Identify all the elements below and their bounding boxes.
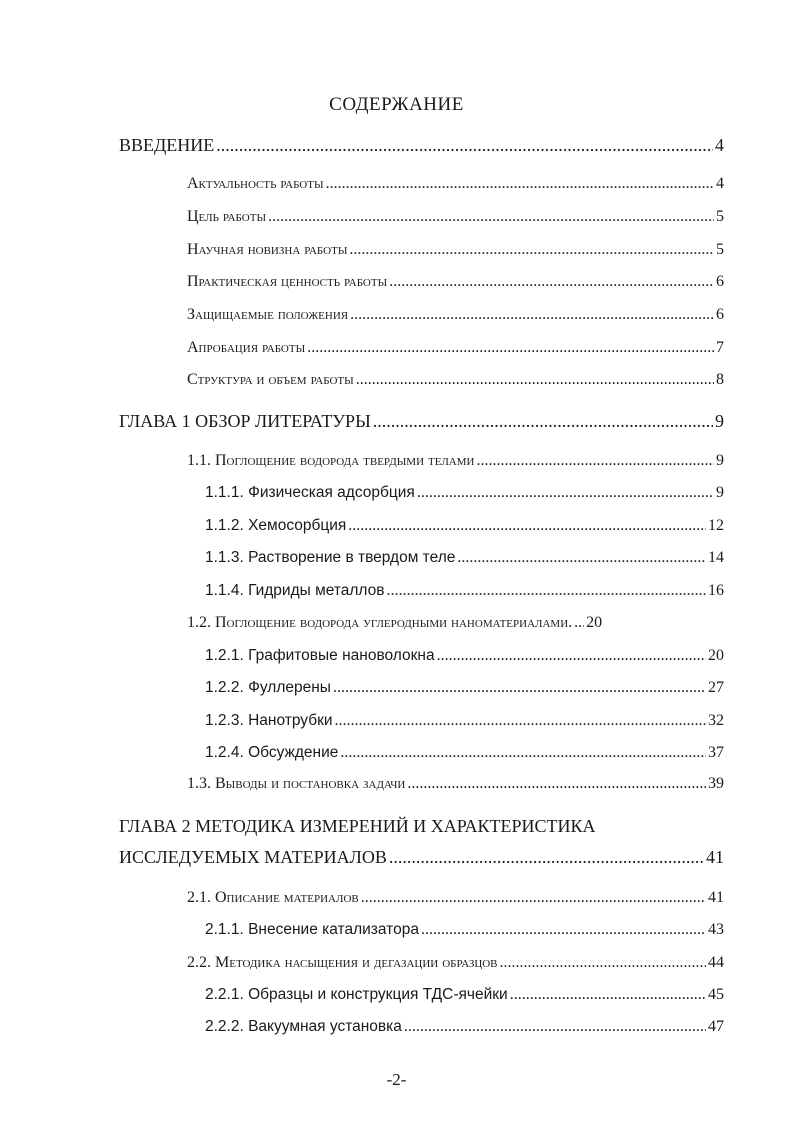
toc-entry — [205, 712, 724, 738]
toc-entry-label: Цель работы — [187, 208, 267, 225]
toc-entry-page: 44 — [708, 954, 724, 971]
toc-entry-label: ИССЛЕДУЕМЫХ МАТЕРИАЛОВ — [119, 847, 387, 867]
toc-leader — [361, 889, 706, 907]
toc-entry-label: Защищаемые положения — [187, 306, 349, 323]
toc-entry-label: 2.1. Описание материалов — [187, 889, 359, 906]
toc-entry-page: 41 — [708, 889, 724, 906]
toc-entry — [187, 889, 724, 915]
toc-entry-page: 37 — [708, 744, 724, 761]
toc-entry — [187, 273, 724, 299]
toc-leader — [335, 712, 706, 730]
toc-entry-page: 6 — [716, 273, 724, 290]
toc-entry — [205, 582, 724, 608]
toc-leader — [350, 306, 714, 324]
toc-entry — [187, 241, 724, 267]
toc-entry-page: 9 — [715, 411, 724, 431]
toc-entry-label: 1.2. Поглощение водорода углеродными наноматериалами. — [187, 614, 573, 631]
toc-entry — [187, 452, 724, 478]
toc-entry-label: 1.1.1. Физическая адсорбция — [205, 484, 415, 501]
toc-leader — [356, 371, 714, 389]
toc-leader — [389, 273, 714, 291]
page-number-footer: -2- — [386, 1070, 407, 1089]
toc-leader — [216, 135, 713, 156]
toc-entry — [205, 549, 724, 575]
toc-entry-label: Актуальность работы — [187, 175, 324, 192]
toc-leader — [307, 339, 714, 357]
toc-entry-page: 5 — [716, 208, 724, 225]
toc-entry-label: 2.2.1. Образцы и конструкция ТДС-ячейки — [205, 986, 508, 1003]
toc-entry-page: 9 — [716, 452, 724, 469]
toc-entry-page: 14 — [708, 549, 724, 566]
toc-chapter — [119, 847, 724, 873]
toc-entry — [205, 986, 724, 1012]
toc-leader — [326, 175, 714, 193]
toc-entry — [187, 306, 724, 332]
toc-leader — [349, 241, 714, 259]
toc-leader — [574, 614, 584, 632]
toc-entry-label: 1.3. Выводы и постановка задачи — [187, 775, 406, 792]
toc-entry — [187, 371, 724, 397]
toc-entry-label: 2.1.1. Внесение катализатора — [205, 921, 419, 938]
toc-leader — [348, 517, 706, 535]
toc-entry — [205, 1018, 724, 1044]
toc-entry-page: 4 — [715, 135, 724, 155]
toc-leader — [387, 582, 706, 600]
toc-entry-label: 1.2.2. Фуллерены — [205, 679, 331, 696]
toc-leader — [407, 775, 706, 793]
toc-entry-label: 1.1. Поглощение водорода твердыми телами — [187, 452, 475, 469]
toc-leader — [389, 847, 704, 868]
toc-leader — [340, 744, 706, 762]
toc-leader — [333, 679, 706, 697]
toc-entry — [205, 679, 724, 705]
toc-leader — [417, 484, 714, 502]
toc-entry-page: 9 — [716, 484, 724, 501]
toc-leader — [437, 647, 706, 665]
toc-entry — [187, 614, 724, 640]
toc-entry — [187, 954, 724, 980]
toc-entry — [187, 208, 724, 234]
toc-entry-label: Апробация работы — [187, 339, 306, 356]
toc-entry — [205, 744, 724, 770]
toc-entry-page: 43 — [708, 921, 724, 938]
toc-entry-page: 4 — [716, 175, 724, 192]
toc-entry — [187, 339, 724, 365]
toc-entry-label: Научная новизна работы — [187, 241, 348, 258]
toc-entry-label: 1.1.3. Растворение в твердом теле — [205, 549, 456, 566]
toc-entry-page: 45 — [708, 986, 724, 1003]
toc-entry-label: 2.2.2. Вакуумная установка — [205, 1018, 402, 1035]
toc-leader — [499, 954, 706, 972]
toc-chapter — [119, 411, 724, 437]
toc-entry-page: 7 — [716, 339, 724, 356]
toc-entry-label: 2.2. Методика насыщения и дегазации образцов — [187, 954, 498, 971]
toc-entry-page: 47 — [708, 1018, 724, 1035]
toc-entry-page: 39 — [708, 775, 724, 792]
toc-leader — [404, 1018, 706, 1036]
toc-entry-label: 1.1.4. Гидриды металлов — [205, 582, 385, 599]
toc-leader — [268, 208, 714, 226]
toc-entry — [187, 175, 724, 201]
toc-entry-page: 5 — [716, 241, 724, 258]
toc-entry-page: 8 — [716, 371, 724, 388]
toc-leader — [421, 921, 706, 939]
toc-entry-page: 20 — [708, 647, 724, 664]
toc-entry-page: 32 — [708, 712, 724, 729]
toc-entry-label: Практическая ценность работы — [187, 273, 388, 290]
toc-entry-page: 6 — [716, 306, 724, 323]
toc-entry — [205, 517, 724, 543]
toc-leader — [373, 411, 713, 432]
toc-entry-label: ГЛАВА 1 ОБЗОР ЛИТЕРАТУРЫ — [119, 411, 371, 431]
toc-entry-label: ВВЕДЕНИЕ — [119, 135, 215, 155]
toc-chapter-title-line: ГЛАВА 2 МЕТОДИКА ИЗМЕРЕНИЙ И ХАРАКТЕРИСТИКА — [119, 816, 596, 836]
toc-entry-page: 16 — [708, 582, 724, 599]
toc-entry-page: 27 — [708, 679, 724, 696]
toc-entry-label: 1.1.2. Хемосорбция — [205, 517, 347, 534]
toc-entry-label: Структура и объем работы — [187, 371, 354, 388]
toc-entry-page: 20 — [586, 614, 603, 631]
toc-entry — [205, 921, 724, 947]
toc-leader — [476, 452, 714, 470]
toc-leader — [457, 549, 706, 567]
page-title: СОДЕРЖАНИЕ — [329, 94, 464, 115]
toc-entry-label: 1.2.3. Нанотрубки — [205, 712, 333, 729]
toc-entry-label: 1.2.4. Обсуждение — [205, 744, 339, 761]
toc-leader — [510, 986, 706, 1004]
toc-entry-page: 41 — [706, 847, 724, 867]
toc-entry — [205, 647, 724, 673]
toc-entry-label: 1.2.1. Графитовые нановолокна — [205, 647, 435, 664]
toc-entry — [187, 775, 724, 801]
toc-entry-page: 12 — [708, 517, 724, 534]
toc-entry — [119, 135, 724, 161]
toc-entry — [205, 484, 724, 510]
